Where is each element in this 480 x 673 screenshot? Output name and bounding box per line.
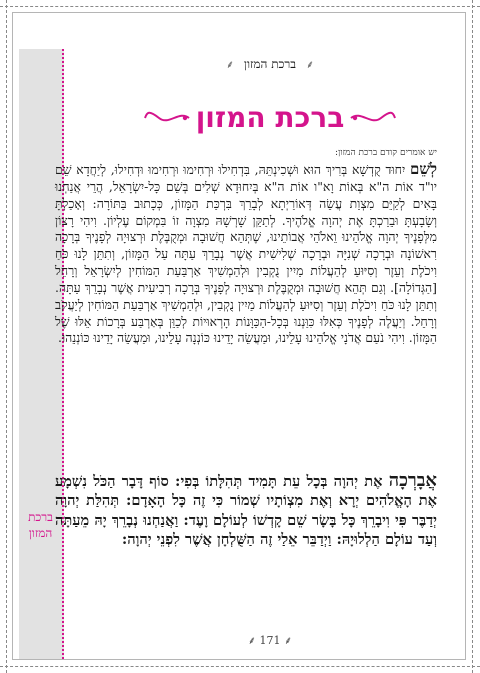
title-block — [75, 101, 465, 134]
first-word: לְשֵׁם — [409, 160, 437, 178]
side-tab-label: ברכת המזון — [28, 510, 53, 540]
psalm-text: אֶת יְהוָה בְּכָל עֵת תָּמִיד תְּהִלָּתוֹ בְּפִי: סוֹף דָּבָר הַכֹּל נִשְׁמָע אֶת הָאֱלֹהִים יְרָא וְאֶת מִצְוֹתָיו שְׁמוֹר כִּי זֶה כָּל הָאָדָם: תְּהִלַּת יְהוָה יְדַבֶּר פִּי וִיבָרֵךְ כָּל בָּשָׂר שֵׁם קָדְשׁוֹ לְעוֹלָם וָעֶד: וַאֲנַחְנוּ נְבָרֵךְ יָהּ מֵעַתָּה וְעַד עוֹלָם הַלְלוּיָהּ: וַיְדַבֵּר אֵלַי זֶה הַשֻּׁלְחָן אֲשֶׁר לִפְנֵי יְהוָה: — [55, 473, 437, 549]
intro-note: יש אומרים קודם ברכת המזון: — [335, 148, 437, 158]
page-number: 171 — [259, 634, 281, 647]
side-tab — [19, 49, 64, 659]
crop-line-right — [472, 0, 473, 673]
ornament-icon: ⸙ — [225, 58, 235, 71]
crop-line-bottom — [0, 666, 480, 667]
kavana-paragraph — [55, 161, 437, 347]
crop-line-top — [0, 6, 480, 7]
paragraph-text: יִחוּד קֻדְשָׁא בְּרִיךְ הוּא וּשְׁכִינְתֵּהּ, בִּדְחִילוּ וּרְחִימוּ וּרְחִימוּ וּדְחִילוּ, לְיַחֲדָא שֵׁם יו"ד אוֹת ה"א בְּאוֹת וָא"ו אוֹת ה"א בְּיִחוּדָא שְׁלִים בְּשֵׁם כָּל-יִשְׂרָאֵל, הֲרֵי אֲנַחְנוּ בָּאִים לְקַיֵּם מִצְוַת עֲשֵׂה דְּאוֹרַיְתָא לְבָרֵךְ בִּרְכַּת הַמָּזוֹן, כְּכָתוּב בַּתּוֹרָה: וְאָכַלְתָּ וְשָׂבָעְתָּ וּבֵרַכְתָּ אֶת יְהוָה אֱלֹהֶיךָ. לְתַקֵּן שָׁרְשָׁהּ מִצְוָה זוֹ בִּמְקוֹם עֶלְיוֹן. וִיהִי רָצוֹן מִלְּפָנֶיךָ יְהוָה אֱלֹהֵינוּ וֵאלֹהֵי אֲבוֹתֵינוּ, שֶׁתְּהֵא חֲשׁוּבָה וּמְקֻבֶּלֶת וּרְצוּיָה לְפָנֶיךָ בְּרָכָה רִאשׁוֹנָה וּבְרָכָה שְׁנִיָּה וּבְרָכָה שְׁלִישִׁית אֲשֶׁר נְבָרֵךְ עַתָּה עַל הַמָּזוֹן, וְתִתֵּן לָנוּ כֹּחַ וִיכֹלֶת וְעֵזֶר וְסִיּוּעַ לְהַעֲלוֹת מַיִין נֻקְבִין וּלְהַמְשִׁיךְ אַרְבַּעַת הַמּוֹחִין לְיִשְׂרָאֵל וְרָחֵל [הַגְּדוֹלָה]. וְגַם תְּהֵא חֲשׁוּבָה וּמְקֻבֶּלֶת וּרְצוּיָה לְפָנֶיךָ בְּרָכָה רְבִיעִית אֲשֶׁר נְבָרֵךְ עַתָּה. וְתִתֵּן לָנוּ כֹּחַ וִיכֹלֶת וְעֵזֶר וְסִיּוּעַ לְהַעֲלוֹת מַיִין נֻקְבִין, וּלְהַמְשִׁיךְ אַרְבַּעַת הַמּוֹחִין לְיַעֲקֹב וְרָחֵל. וְיַעֲלֶה לְפָנֶיךָ כְּאִלּוּ כִּוַּנְנוּ בְּכָל-הַכַּוָּנוֹת הָרְאוּיוֹת לְכַוֵּן בְּאַרְבַּע בְּרָכוֹת אֵלּוּ שֶׁל הַמָּזוֹן. וִיהִי נֹעַם אֲדֹנָי אֱלֹהֵינוּ עָלֵינוּ, וּמַעֲשֵׂה יָדֵינוּ כּוֹנְנָה עָלֵינוּ, וּמַעֲשֵׂה יָדֵינוּ כּוֹנְנֵהוּ. — [55, 162, 437, 346]
running-head-text: ברכת המזון — [243, 57, 297, 71]
page-footer — [75, 633, 465, 648]
ornament-icon: ⸙ — [247, 634, 256, 647]
book-page — [12, 12, 466, 660]
flourish-left-icon — [143, 108, 191, 128]
running-head — [75, 57, 465, 72]
flourish-right-icon — [349, 108, 397, 128]
psalm-first-word: אֲבָרְכָה — [388, 470, 437, 491]
page-title: ברכת המזון — [195, 101, 345, 134]
psalm-paragraph — [55, 471, 437, 550]
ornament-icon: ⸙ — [305, 58, 315, 71]
crop-line-left — [6, 0, 7, 673]
ornament-icon: ⸙ — [284, 634, 293, 647]
